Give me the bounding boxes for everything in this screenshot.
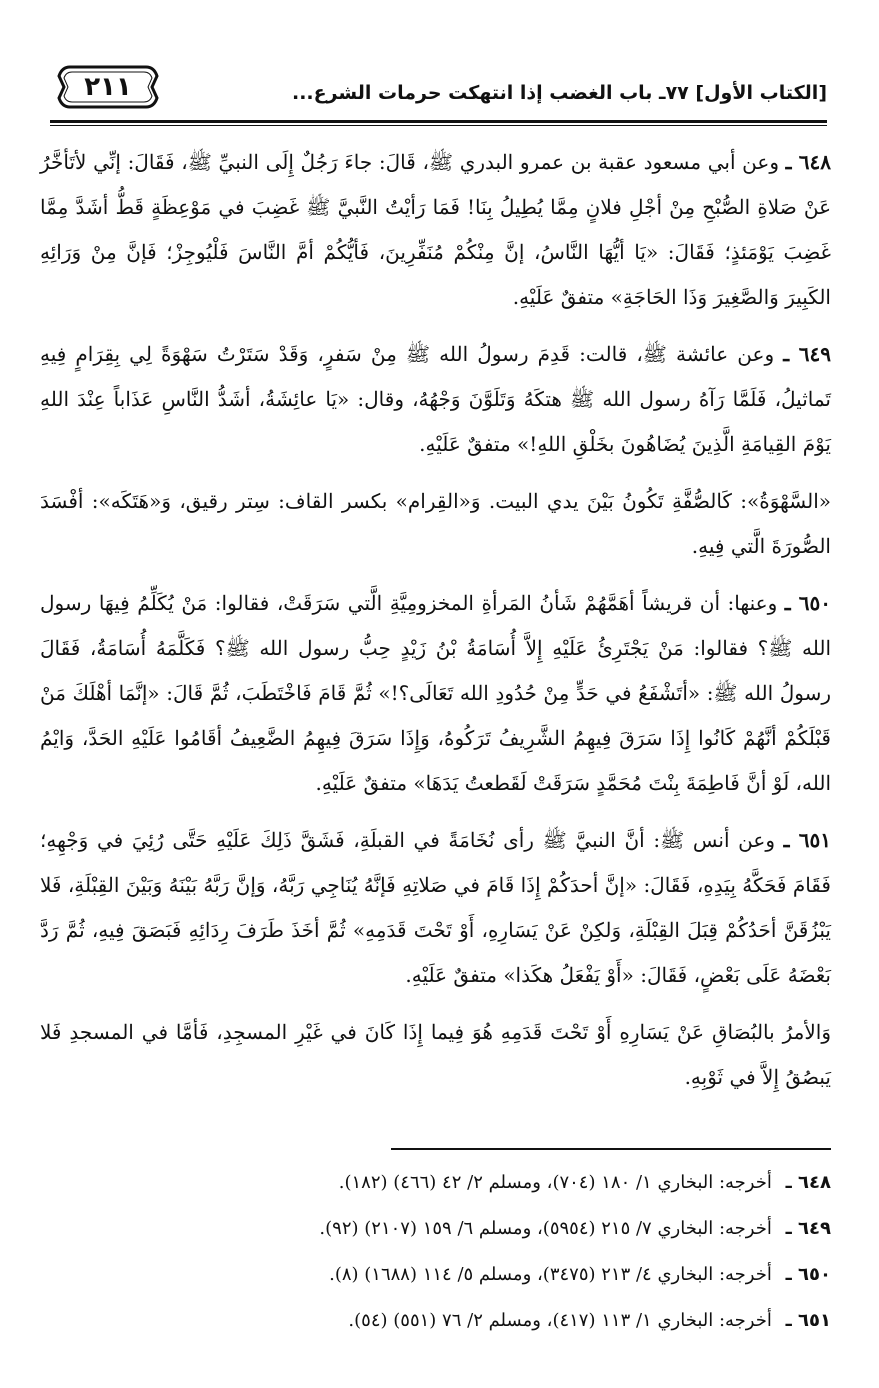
footnote-item <box>40 1206 831 1252</box>
footnote-text: أخرجه: البخاري ٧/ ٢١٥ (٥٩٥٤)، ومسلم ٦/ ١٥٩ (٢١٠٧) (٩٢). <box>319 1218 772 1239</box>
hadith-649 <box>40 332 831 467</box>
hadith-651 <box>40 818 831 998</box>
footnotes <box>40 1160 831 1344</box>
hadith-number: ٦٥١ ـ <box>783 828 832 852</box>
hadith-648 <box>40 140 831 320</box>
page-number-frame <box>56 64 160 110</box>
hadith-text: وعن عائشة ﷺ، قالت: قَدِمَ رسولُ الله ﷺ مِنْ سَفرٍ، وَقَدْ سَتَرْتُ سَهْوَةً لِي بِقِرَامٍ فِيهِ تَماثيلُ، فَلَمَّا رَآهُ رسول الله ﷺ هتكَهُ وَتَلَوَّنَ وَجْهُهُ، وقال: «يَا عائِشَةُ، أشَدُّ النَّاسِ عَذَاباً عِنْدَ اللهِ يَوْمَ القِيامَةِ الَّذِينَ يُضَاهُونَ بخَلْقِ اللهِ!» متفقٌ عَلَيْهِ. <box>40 342 831 456</box>
commentary-text: وَالأمرُ بالبُصَاقِ عَنْ يَسَارِهِ أَوْ تَحْتَ قَدَمِهِ هُوَ فِيما إِذَا كَانَ في غَيْرِ المسجِدِ، فَأمَّا في المسجدِ فَلا يَبصُقُ إِلاَّ في ثَوْبِهِ. <box>40 1020 831 1089</box>
glossary-paragraph <box>40 479 831 569</box>
footnote-text: أخرجه: البخاري ١/ ١٨٠ (٧٠٤)، ومسلم ٢/ ٤٢ (٤٦٦) (١٨٢). <box>338 1172 772 1193</box>
footnote-item <box>40 1160 831 1206</box>
footnote-number: ٦٤٩ ـ <box>785 1218 831 1239</box>
page-header <box>40 52 827 122</box>
hadith-text: وعنها: أن قريشاً أهَمَّهُمْ شَأنُ المَرأةِ المخزومِيَّةِ الَّتي سَرَقَتْ، فقالوا: مَنْ يُكَلِّمُ فِيهَا رسول الله ﷺ؟ فقالوا: مَنْ يَجْتَرِئُ عَلَيْهِ إِلاَّ أُسَامَةُ بْنُ زَيْدٍ حِبُّ رسول الله ﷺ؟ فَكَلَّمَهُ أُسَامَةُ، فَقَالَ رسولُ الله ﷺ: «أتَشْفَعُ في حَدٍّ مِنْ حُدُودِ الله تَعَالَى؟!» ثُمَّ قَامَ فَاخْتَطَبَ، ثُمَّ قَالَ: «إنَّمَا أهْلَكَ مَنْ قَبْلَكُمْ أنَّهُمْ كَانُوا إِذَا سَرَقَ فِيهِمُ الشَّرِيفُ تَرَكُوهُ، وَإِذَا سَرَقَ فِيهِمُ الضَّعِيفُ أقَامُوا عَلَيْهِ الحَدَّ، وَايْمُ الله، لَوْ أنَّ فَاطِمَةَ بِنْتَ مُحَمَّدٍ سَرَقَتْ لَقَطعتُ يَدَهَا» متفقٌ عَلَيْهِ. <box>40 591 831 795</box>
glossary-text: «السَّهْوَةُ»: كَالصُّفَّةِ تَكُونُ بَيْنَ يدي البيت. وَ«القِرام» بكسر القاف: سِتر رقيق، وَ«هَتَكَه»: أفْسَدَ الصُّورَةَ الَّتي فِيهِ. <box>40 489 831 558</box>
running-title: [الكتاب الأول] ٧٧ـ باب الغضب إذا انتهكت حرمات الشرع... <box>291 82 827 104</box>
hadith-number: ٦٤٩ ـ <box>783 342 832 366</box>
hadith-text: وعن أبي مسعود عقبة بن عمرو البدري ﷺ، قَالَ: جاءَ رَجُلٌ إِلَى النبيِّ ﷺ، فَقَالَ: إنِّي لأتَأخَّرُ عَنْ صَلاةِ الصُّبْحِ مِنْ أجْلِ فلانٍ مِمَّا يُطِيلُ بِنَا! فَمَا رَأيْتُ النَّبيَّ ﷺ غَضِبَ في مَوْعِظَةٍ قَطُّ أشَدَّ مِمَّا غَضِبَ يَوْمَئذٍ؛ فَقَالَ: «يَا أيُّهَا النَّاسُ، إنَّ مِنْكُمْ مُنَفِّرِينَ، فَأيُّكُمْ أمَّ النَّاسَ فَلْيُوجِزْ؛ فَإنَّ مِنْ وَرَائِهِ الكَبِيرَ وَالصَّغِيرَ وَذَا الحَاجَةِ» متفقٌ عَلَيْهِ. <box>40 150 831 309</box>
hadith-number: ٦٤٨ ـ <box>785 150 831 174</box>
page-number: ٢١١ <box>84 72 132 102</box>
footnote-text: أخرجه: البخاري ١/ ١١٣ (٤١٧)، ومسلم ٢/ ٧٦ (٥٥١) (٥٤). <box>348 1310 772 1331</box>
header-divider <box>50 120 827 126</box>
footnote-number: ٦٥١ ـ <box>785 1310 831 1331</box>
main-text <box>40 140 831 1112</box>
footnote-text: أخرجه: البخاري ٤/ ٢١٣ (٣٤٧٥)، ومسلم ٥/ ١١٤ (١٦٨٨) (٨). <box>329 1264 772 1285</box>
footnote-divider <box>391 1148 831 1150</box>
footnote-item <box>40 1298 831 1344</box>
footnote-item <box>40 1252 831 1298</box>
hadith-number: ٦٥٠ ـ <box>784 591 832 615</box>
commentary-paragraph <box>40 1010 831 1100</box>
hadith-text: وعن أنس ﷺ: أنَّ النبيَّ ﷺ رأى نُخَامَةً في القبلَةِ، فَشَقَّ ذَلِكَ عَلَيْهِ حَتَّى رُئِيَ في وَجْهِهِ؛ فَقَامَ فَحَكَّهُ بِيَدِهِ، فَقَالَ: «إنَّ أحدَكُمْ إِذَا قَامَ في صَلاتِهِ فَإنَّهُ يُنَاجِي رَبَّهُ، وَإنَّ رَبَّهُ بَيْنَهُ وَبَيْنَ القِبْلَةِ، فَلا يَبْزُقَنَّ أحَدُكُمْ قِبَلَ القِبْلَةِ، وَلكِنْ عَنْ يَسَارِهِ، أَوْ تَحْتَ قَدَمِهِ» ثُمَّ أخَذَ طَرَفَ رِدَائِهِ فَبَصَقَ فِيهِ، ثُمَّ رَدَّ بَعْضَهُ عَلَى بَعْضٍ، فَقَالَ: «أَوْ يَفْعَلُ هكَذا» متفقٌ عَلَيْهِ. <box>40 828 831 987</box>
footnote-number: ٦٤٨ ـ <box>785 1172 831 1193</box>
hadith-650 <box>40 581 831 806</box>
footnote-number: ٦٥٠ ـ <box>785 1264 831 1285</box>
